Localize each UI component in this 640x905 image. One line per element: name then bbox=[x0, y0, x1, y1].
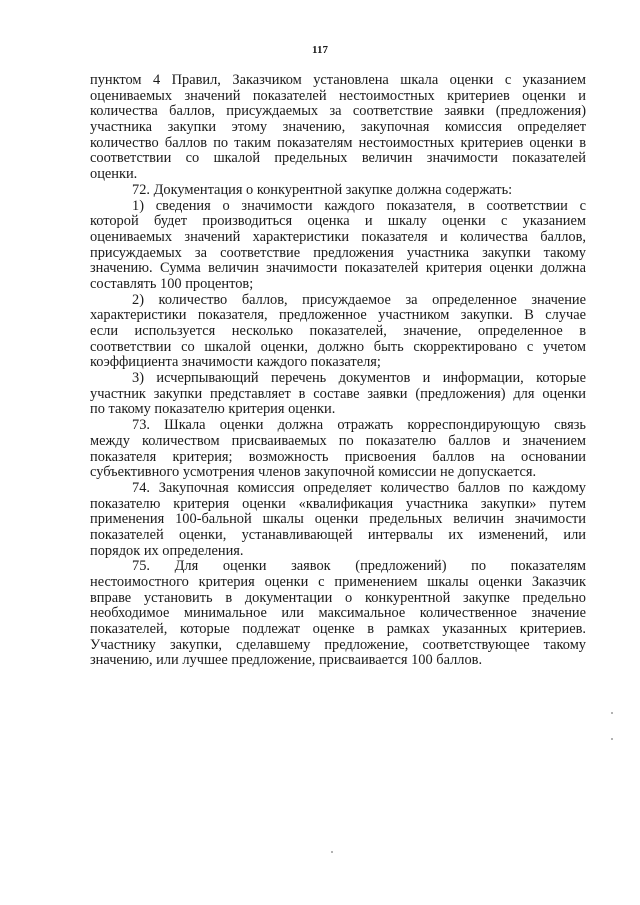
text-line: оцениваемых значений показателей нестоимостных критериев оценки и bbox=[90, 87, 586, 104]
scan-speck bbox=[611, 738, 613, 740]
paragraph-73 bbox=[90, 418, 586, 481]
scan-speck bbox=[611, 712, 613, 714]
text-line: 72. Документация о конкурентной закупке должна содержать: bbox=[132, 181, 513, 198]
text-line: 3) исчерпывающий перечень документов и информации, которые bbox=[132, 370, 586, 387]
text-line: Участнику закупки, сделавшему предложение, соответствующее такому bbox=[90, 636, 586, 653]
text-line: составлять 100 процентов; bbox=[90, 275, 254, 292]
page-number: 117 bbox=[312, 44, 328, 56]
text-line: коэффициента значимости каждого показателя; bbox=[90, 354, 381, 371]
text-line: вправе установить в документации о конкурентной закупке предельно bbox=[90, 589, 586, 606]
text-line: 1) сведения о значимости каждого показателя, в соответствии с bbox=[132, 197, 586, 214]
text-line: порядок их определения. bbox=[90, 542, 244, 559]
text-line: показателей оценки, устанавливающей интервалы их изменений, или bbox=[90, 526, 586, 543]
text-line: применения 100-бальной шкалы оценки предельных величин значимости bbox=[90, 511, 586, 528]
text-line: оцениваемых значений характеристики показателя и количества баллов, bbox=[90, 228, 586, 245]
text-line: количества баллов, присуждаемых за соответствие заявки (предложения) bbox=[90, 103, 586, 120]
paragraph-72-item-2 bbox=[90, 293, 586, 371]
document-body bbox=[90, 73, 586, 669]
text-line: показателей, которые подлежат оценке в рамках указанных критериев. bbox=[90, 621, 586, 638]
text-line: количество баллов по таким показателям нестоимостных критериев оценки в bbox=[90, 134, 586, 151]
text-line: если используется несколько показателей, значение, определенное в bbox=[90, 323, 586, 339]
text-line: показателю критерия оценки «квалификация участника закупки» путем bbox=[90, 495, 586, 512]
text-line: по такому показателю критерия оценки. bbox=[90, 401, 336, 418]
text-line: участника закупки этому значению, закупочная комиссия определяет bbox=[90, 119, 586, 136]
text-line: соответствии со шкалой оценки, должно быть скорректировано с учетом bbox=[90, 338, 586, 355]
text-line: показателя критерия; возможность присвоения баллов на основании bbox=[90, 448, 586, 465]
text-line: субъективного усмотрения членов закупочной комиссии не допускается. bbox=[90, 464, 537, 481]
text-line: участник закупки представляет в составе заявки (предложения) для оценки bbox=[90, 385, 586, 402]
paragraph-75 bbox=[90, 559, 586, 669]
text-line: пунктом 4 Правил, Заказчиком установлена шкала оценки с указанием bbox=[90, 72, 586, 88]
text-line: которой будет производиться оценка и шкалу оценки с указанием bbox=[90, 213, 586, 230]
text-line: необходимое минимальное или максимальное количественное значение bbox=[90, 605, 586, 622]
scan-speck bbox=[331, 851, 333, 853]
text-line: 74. Закупочная комиссия определяет количество баллов по каждому bbox=[132, 479, 586, 496]
text-line: значению. Сумма величин значимости показателей критерия оценки должна bbox=[90, 260, 586, 277]
text-line: характеристики показателя, предложенное участником закупки. В случае bbox=[90, 307, 586, 324]
paragraph-72-item-1 bbox=[90, 199, 586, 293]
paragraph-72-item-3 bbox=[90, 371, 586, 418]
text-line: 2) количество баллов, присуждаемое за определенное значение bbox=[132, 291, 586, 308]
paragraph-72 bbox=[90, 183, 586, 199]
text-line: значению, или лучшее предложение, присваивается 100 баллов. bbox=[90, 652, 483, 669]
paragraph-74 bbox=[90, 481, 586, 559]
text-line: 75. Для оценки заявок (предложений) по показателям bbox=[132, 558, 586, 575]
text-line: соответствии со шкалой предельных величин значимости показателей bbox=[90, 150, 586, 167]
text-line: нестоимостного критерия оценки с применением шкалы оценки Заказчик bbox=[90, 574, 586, 590]
text-line: оценки. bbox=[90, 166, 138, 183]
text-line: присуждаемых за соответствие предложения участника закупки такому bbox=[90, 244, 586, 261]
text-line: между количеством присваиваемых по показателю баллов и значением bbox=[90, 432, 586, 449]
text-line: 73. Шкала оценки должна отражать корреспондирующую связь bbox=[132, 417, 586, 434]
paragraph-intro bbox=[90, 73, 586, 183]
